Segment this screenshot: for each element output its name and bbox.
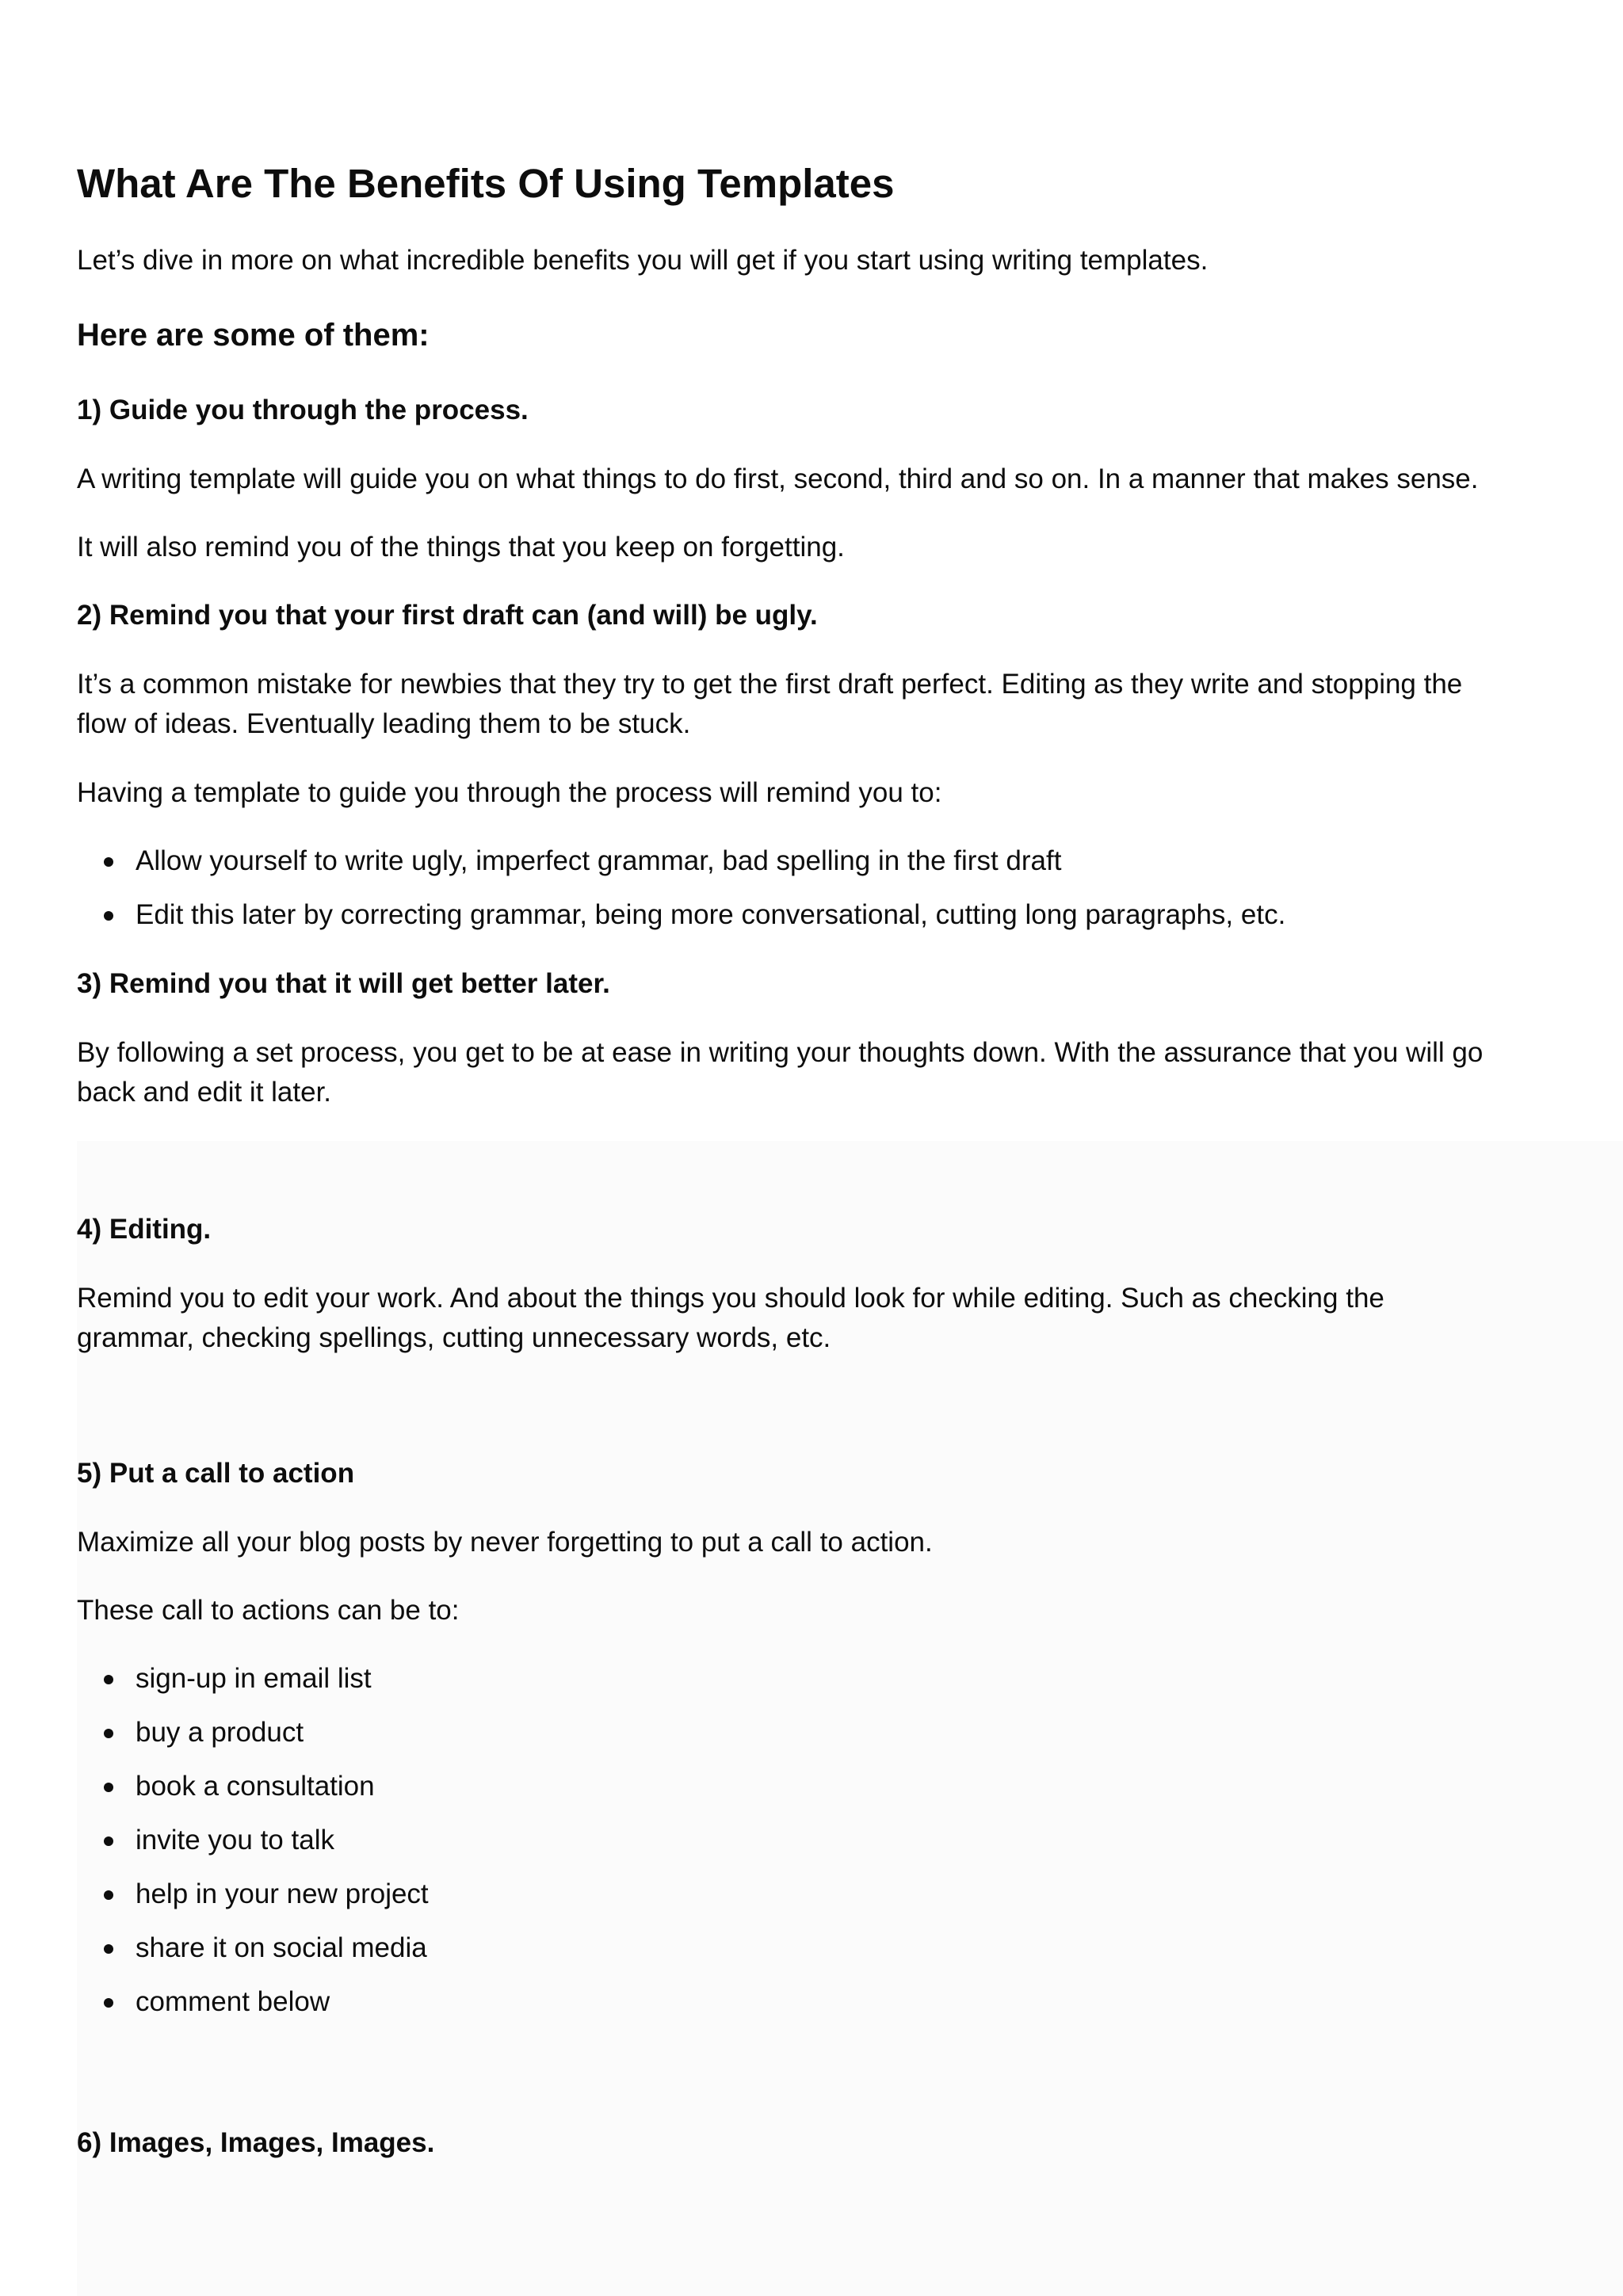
list-item-text: help in your new project	[136, 1878, 429, 1909]
bullet-icon	[104, 1836, 113, 1846]
section-1-paragraph-2: It will also remind you of the things that you keep on forgetting.	[77, 532, 845, 563]
list-item-text: Edit this later by correcting grammar, being more conversational, cutting long paragraphs, etc.	[136, 899, 1286, 930]
list-item-text: sign-up in email list	[136, 1663, 372, 1694]
list-item-text: buy a product	[136, 1717, 304, 1748]
bullet-icon	[104, 911, 113, 921]
section-1-heading: 1) Guide you through the process.	[77, 395, 529, 425]
list-item-text: share it on social media	[136, 1932, 427, 1963]
section-3-paragraph-line-1: By following a set process, you get to be at ease in writing your thoughts down. With the assurance that you will go	[77, 1037, 1484, 1068]
section-4-paragraph-line-2: grammar, checking spellings, cutting unnecessary words, etc.	[77, 1322, 831, 1353]
section-6-heading: 6) Images, Images, Images.	[77, 2127, 435, 2158]
bullet-icon	[104, 1890, 113, 1900]
section-4-paragraph-line-1: Remind you to edit your work. And about the things you should look for while editing. Such as checking the	[77, 1283, 1384, 1314]
bullet-icon	[104, 1944, 113, 1954]
bullet-icon	[104, 1729, 113, 1738]
section-2-paragraph-1-line-1: It’s a common mistake for newbies that they try to get the first draft perfect. Editing as they write and stopping the	[77, 669, 1463, 700]
page-title: What Are The Benefits Of Using Templates	[77, 161, 895, 206]
bullet-icon	[104, 1998, 113, 2008]
intro-paragraph: Let’s dive in more on what incredible benefits you will get if you start using writing templates.	[77, 245, 1209, 276]
bullet-icon	[104, 1675, 113, 1684]
section-4-heading: 4) Editing.	[77, 1214, 212, 1245]
section-2-heading: 2) Remind you that your first draft can (and will) be ugly.	[77, 600, 818, 631]
section-2-paragraph-1-line-2: flow of ideas. Eventually leading them to be stuck.	[77, 708, 691, 739]
list-item-text: comment below	[136, 1986, 330, 2017]
bullet-icon	[104, 857, 113, 867]
list-item-text: Allow yourself to write ugly, imperfect grammar, bad spelling in the first draft	[136, 845, 1062, 876]
section-3-heading: 3) Remind you that it will get better later.	[77, 968, 610, 999]
section-5-paragraph-1: Maximize all your blog posts by never forgetting to put a call to action.	[77, 1527, 933, 1558]
list-item-text: book a consultation	[136, 1771, 375, 1802]
bullet-icon	[104, 1783, 113, 1792]
section-5-heading: 5) Put a call to action	[77, 1458, 355, 1489]
section-3-paragraph-line-2: back and edit it later.	[77, 1077, 332, 1108]
list-item-text: invite you to talk	[136, 1825, 334, 1855]
section-2-paragraph-2: Having a template to guide you through the process will remind you to:	[77, 777, 942, 808]
subheading: Here are some of them:	[77, 318, 430, 353]
section-5-paragraph-2: These call to actions can be to:	[77, 1595, 460, 1626]
document-body	[77, 0, 1544, 2296]
section-1-paragraph-1: A writing template will guide you on what things to do first, second, third and so on. In a manner that makes sense.	[77, 463, 1479, 494]
